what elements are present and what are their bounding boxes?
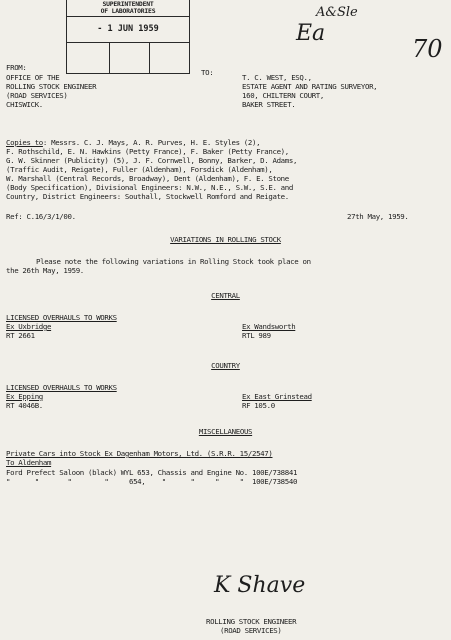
- handwritten-note: A&Sle: [316, 5, 358, 20]
- intro-line: Please note the following variations in Rolling Stock took place on: [36, 257, 311, 266]
- from-line: ROLLING STOCK ENGINEER: [6, 82, 97, 91]
- memo-title: VARIATIONS IN ROLLING STOCK: [170, 235, 281, 244]
- intro-line: the 26th May, 1959.: [6, 266, 84, 275]
- central-subheading: LICENSED OVERHAULS TO WORKS: [6, 313, 117, 322]
- to-line: T. C. WEST, ESQ.,: [242, 73, 312, 82]
- country-subheading: LICENSED OVERHAULS TO WORKS: [6, 383, 117, 392]
- country-right-vehicle: RF 105.0: [242, 401, 275, 410]
- signature-scrawl: K Shave: [214, 573, 306, 598]
- central-left-from: Ex Uxbridge: [6, 322, 52, 331]
- country-left-vehicle: RT 4046B.: [6, 401, 43, 410]
- memo-date: 27th May, 1959.: [347, 212, 409, 221]
- country-right-from: Ex East Grinstead: [242, 392, 312, 401]
- copies-line: W. Marshall (Central Records, Broadway), Dent (Aldenham), F. E. Stone: [6, 174, 289, 183]
- misc-heading: MISCELLANEOUS: [198, 427, 253, 436]
- handwritten-initials: Ea: [296, 21, 326, 46]
- to-label: TO:: [201, 68, 214, 77]
- from-label: FROM:: [6, 63, 27, 72]
- from-line: CHISWICK.: [6, 100, 43, 109]
- misc-line: Private Cars into Stock Ex Dagenham Motors, Ltd. (S.R.R. 15/2547): [6, 449, 273, 458]
- reference-number: Ref: C.16/3/1/00.: [6, 212, 76, 221]
- misc-car-line: " " " " 654, " " " " 100E/738540: [6, 477, 298, 486]
- stamp-line-1: SUPERINTENDENT: [102, 0, 154, 8]
- copies-label: Copies to: [6, 138, 43, 147]
- page-number-mark: 70: [412, 35, 443, 63]
- central-right-from: Ex Wandsworth: [242, 322, 296, 331]
- copies-line: F. Rothschild, E. N. Hawkins (Petty France), F. Baker (Petty France),: [6, 147, 289, 156]
- stamp-rule: [67, 42, 189, 43]
- from-line: OFFICE OF THE: [6, 73, 60, 82]
- copies-line: G. W. Skinner (Publicity) (5), J. F. Cornwell, Bonny, Barker, D. Adams,: [6, 156, 298, 165]
- from-line: (ROAD SERVICES): [6, 91, 68, 100]
- country-heading: COUNTRY: [211, 361, 240, 370]
- signatory-subtitle: (ROAD SERVICES): [220, 626, 282, 635]
- stamp-rule: [67, 16, 189, 17]
- central-left-vehicle: RT 2661: [6, 331, 35, 340]
- misc-line: To Aldenham: [6, 458, 52, 467]
- copies-line: (Body Specification), Divisional Engineers: N.W., N.E., S.W., S.E. and: [6, 183, 293, 192]
- copies-recipients: : Messrs. C. J. Mays, A. R. Purves, H. E. Styles (2),: [42, 138, 261, 147]
- central-heading: CENTRAL: [211, 291, 240, 300]
- stamp-date: - 1 JUN 1959: [97, 24, 159, 34]
- received-stamp: [66, 0, 190, 74]
- central-right-vehicle: RTL 989: [242, 331, 271, 340]
- misc-car-line: Ford Prefect Saloon (black) WYL 653, Chassis and Engine No. 100E/738841: [6, 468, 298, 477]
- stamp-divider: [149, 42, 150, 73]
- stamp-divider: [109, 42, 110, 73]
- stamp-line-2: OF LABORATORIES: [100, 7, 156, 15]
- to-line: ESTATE AGENT AND RATING SURVEYOR,: [242, 82, 378, 91]
- country-left-from: Ex Epping: [6, 392, 43, 401]
- copies-line: Country, District Engineers: Southall, Stockwell Romford and Reigate.: [6, 192, 289, 201]
- to-line: BAKER STREET.: [242, 100, 296, 109]
- signatory-title: ROLLING STOCK ENGINEER: [206, 617, 297, 626]
- copies-line: (Traffic Audit, Reigate), Fuller (Aldenham), Forsdick (Aldenham),: [6, 165, 273, 174]
- to-line: 160, CHILTERN COURT,: [242, 91, 324, 100]
